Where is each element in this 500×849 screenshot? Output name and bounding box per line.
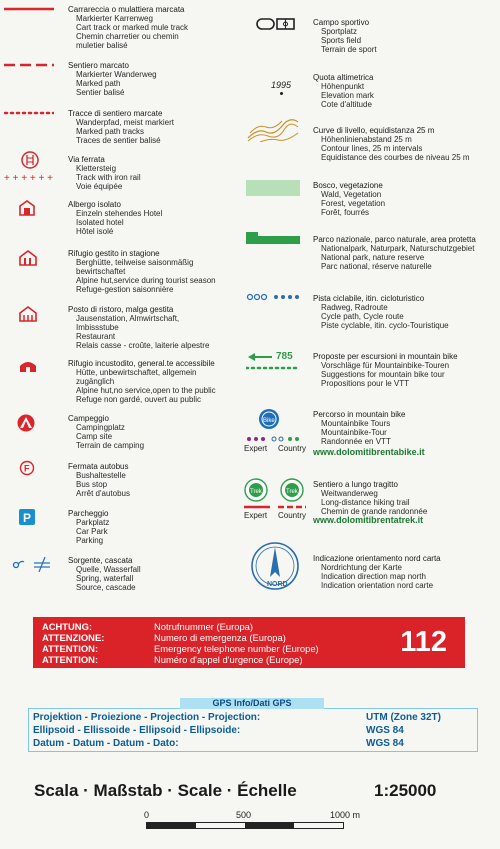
trek-line-icon — [244, 505, 306, 509]
legend-line: Indication direction map north — [321, 572, 426, 581]
legend-line: Refuge non gardé, ouvert au public — [76, 395, 201, 404]
gps-label: Projektion - Proiezione - Projection - Projection: — [33, 712, 261, 723]
emergency-row-value: Notrufnummer (Europa) — [154, 621, 253, 632]
elevation-value: 1995 — [270, 80, 292, 90]
managed-hut-icon — [18, 250, 38, 266]
legend-title: Posto di ristoro, malga gestita — [68, 305, 174, 314]
legend-title: Campo sportivo — [313, 18, 370, 27]
legend-line: Parc national, réserve naturelle — [321, 262, 432, 271]
legend-line: Markierter Wanderweg — [76, 70, 157, 79]
legend-line: zugänglich — [76, 377, 115, 386]
legend-line: Höhenlinienabstand 25 m — [321, 135, 412, 144]
legend-line: Chemin charretier ou chemin — [76, 32, 179, 41]
legend-line: Propositions pour le VTT — [321, 379, 410, 388]
legend-line: Marked path — [76, 79, 121, 88]
legend-line: Jausenstation, Almwirtschaft, — [76, 314, 180, 323]
legend-title: Curve di livello, equidistanza 25 m — [313, 126, 435, 135]
svg-text:Trek: Trek — [286, 489, 298, 495]
legend-entry-elevation — [313, 73, 374, 109]
legend-title: Campeggio — [68, 414, 109, 423]
scale-bar-segment — [245, 823, 294, 828]
dotted-red-line-icon — [4, 110, 54, 116]
legend-line: Wald, Vegetation — [321, 190, 382, 199]
legend-entry-spring — [68, 556, 141, 592]
solid-red-line-icon — [4, 6, 54, 12]
legend-title: Parcheggio — [68, 509, 109, 518]
scale-tick: 500 — [236, 810, 252, 820]
legend-title: Fermata autobus — [68, 462, 129, 471]
legend-line: Bushaltestelle — [76, 471, 126, 480]
emergency-row-key: ATTENTION: — [42, 654, 99, 665]
national-park-icon — [246, 232, 300, 246]
north-arrow-icon — [250, 541, 300, 591]
contour-lines-icon — [246, 118, 300, 142]
legend-line: Nationalpark, Naturpark, Naturschutzgebiet — [321, 244, 475, 253]
legend-line: muletier balisé — [76, 41, 128, 50]
legend-line: Mountainbike Tours — [321, 419, 391, 428]
emergency-row — [42, 654, 402, 665]
legend-entry-bus-stop — [68, 462, 130, 498]
emergency-row — [42, 643, 402, 654]
legend-line: Hütte, unbewirtschaftet, allgemein — [76, 368, 197, 377]
legend-title: Rifugio gestito in stagione — [68, 249, 160, 258]
legend-line: Forêt, fourrés — [321, 208, 370, 217]
legend-entry-marked-path — [68, 61, 157, 97]
legend-title: Albergo isolato — [68, 200, 121, 209]
emergency-number: 112 — [400, 626, 447, 658]
mtb-suggestion-icon — [246, 350, 300, 372]
legend-line: Einzeln stehendes Hotel — [76, 209, 163, 218]
svg-text:Bike: Bike — [263, 418, 275, 424]
svg-text:F: F — [24, 463, 30, 474]
emergency-row-key: ACHTUNG: — [42, 621, 92, 632]
gps-value: WGS 84 — [366, 738, 404, 749]
legend-line: Randonnée en VTT — [321, 437, 391, 446]
legend-title: Sentiero a lungo tragitto — [313, 480, 398, 489]
legend-entry-hotel — [68, 200, 162, 236]
mtb-country-label: Country — [278, 444, 307, 453]
legend-line: Cote d'altitude — [321, 100, 372, 109]
svg-text:P: P — [23, 511, 32, 525]
mtb-route-icon — [258, 408, 280, 434]
gps-value: UTM (Zone 32T) — [366, 712, 441, 723]
legend-line: Contour lines, 25 m intervals — [321, 144, 423, 153]
legend-entry-managed-hut — [68, 249, 216, 294]
emergency-row — [42, 621, 402, 632]
legend-title: Pista ciclabile, itin. cicloturistico — [313, 294, 425, 303]
scale-tick: 1000 m — [330, 810, 361, 820]
legend-entry-sports-field — [313, 18, 377, 54]
legend-line: Berghütte, teilweise saisonmäßig — [76, 258, 194, 267]
legend-entry-via-ferrata — [68, 155, 141, 191]
legend-entry-forest — [313, 181, 385, 217]
legend-line: Arrêt d'autobus — [76, 489, 131, 498]
legend-title: Bosco, vegetazione — [313, 181, 383, 190]
legend-line: Sportplatz — [321, 27, 358, 36]
legend-line: Bus stop — [76, 480, 108, 489]
legend-entry-path-tracks — [68, 109, 174, 145]
emergency-row — [42, 632, 402, 643]
spring-waterfall-icon — [12, 556, 52, 572]
emergency-row-value: Numéro d'appel d'urgence (Europe) — [154, 654, 303, 665]
legend-line: Marked path tracks — [76, 127, 145, 136]
legend-line: Alpine hut,no service,open to the public — [76, 386, 216, 395]
legend-line: Radweg, Radroute — [321, 303, 388, 312]
gps-value: WGS 84 — [366, 725, 404, 736]
legend-line: Chemin de grande randonnée — [321, 507, 428, 516]
trek-expert-badge-icon — [244, 478, 268, 502]
legend-line: Traces de sentier balisé — [76, 136, 161, 145]
legend-line: Piste cyclable, itin. cyclo-Touristique — [321, 321, 449, 330]
mtb-route-line-icon — [246, 436, 300, 442]
legend-entry-unmanaged-hut — [68, 359, 216, 404]
legend-line: Terrain de camping — [76, 441, 145, 450]
legend-line: Weitwanderweg — [321, 489, 378, 498]
legend-line: Source, cascade — [76, 583, 136, 592]
legend-title: Tracce di sentiero marcate — [68, 109, 163, 118]
legend-line: Refuge-gestion saisonnière — [76, 285, 174, 294]
scale-value: 1:25000 — [374, 781, 437, 800]
svg-text:+ + + + + +: + + + + + + — [4, 173, 53, 184]
legend-title: Sorgente, cascata — [68, 556, 133, 565]
trek-website-link[interactable]: www.dolomitibrentatrek.it — [313, 515, 424, 525]
legend-line: Campingplatz — [76, 423, 125, 432]
legend-entry-mtb-route — [313, 410, 406, 446]
legend-line: Elevation mark — [321, 91, 374, 100]
legend-line: Parking — [76, 536, 104, 545]
legend-line: Vorschläge für Mountainbike-Touren — [321, 361, 450, 370]
mtb-expert-label: Expert — [244, 444, 268, 453]
legend-entry-mtb-suggestion — [313, 352, 458, 388]
legend-entry-restaurant — [68, 305, 209, 350]
north-arrow-label: NORD — [267, 581, 288, 588]
mtb-route-number: 785 — [276, 351, 293, 362]
scale-bar — [146, 822, 344, 829]
legend-entry-north — [313, 554, 441, 590]
cycle-path-icon — [246, 293, 300, 301]
gps-title: GPS Info/Dati GPS — [180, 698, 324, 709]
legend-title: Parco nazionale, parco naturale, area protetta — [313, 235, 476, 244]
legend-line: Wanderpfad, meist markiert — [76, 118, 174, 127]
legend-line: Restaurant — [76, 332, 116, 341]
legend-title: Via ferrata — [68, 155, 105, 164]
legend-line: Quelle, Wasserfall — [76, 565, 141, 574]
legend-line: Höhenpunkt — [321, 82, 365, 91]
sports-field-icon — [256, 18, 296, 30]
legend-line: Suggestions for mountain bike tour — [321, 370, 445, 379]
legend-line: Markierter Karrenweg — [76, 14, 153, 23]
legend-title: Sentiero marcato — [68, 61, 129, 70]
svg-text:Trek: Trek — [250, 489, 262, 495]
forest-icon — [246, 180, 300, 196]
scale-tick: 0 — [144, 810, 150, 820]
mtb-website-link[interactable]: www.dolomitibrentabike.it — [313, 447, 425, 457]
legend-title: Proposte per escursioni in mountain bike — [313, 352, 458, 361]
hotel-icon — [18, 200, 38, 216]
legend-line: Imbissstube — [76, 323, 119, 332]
camping-icon — [16, 413, 36, 433]
legend-entry-national-park — [313, 235, 476, 271]
legend-line: Sports field — [321, 36, 362, 45]
legend-line: Sentier balisé — [76, 88, 125, 97]
emergency-row-key: ATTENTION: — [42, 643, 99, 654]
legend-line: Track with iron rail — [76, 173, 141, 182]
emergency-row-value: Numero di emergenza (Europa) — [154, 632, 286, 643]
legend-entry-long-trail — [313, 480, 427, 516]
legend-entry-contours — [313, 126, 470, 162]
legend-line: Relais casse - croûte, laiterie alpestre — [76, 341, 210, 350]
legend-line: Voie équipée — [76, 182, 123, 191]
scale-label: Scala · Maßstab · Scale · Échelle — [34, 781, 297, 800]
trek-country-label: Country — [278, 511, 307, 520]
legend-line: Alpine hut,service during tourist season — [76, 276, 216, 285]
legend-line: Long-distance hiking trail — [321, 498, 410, 507]
trek-country-badge-icon — [280, 478, 304, 502]
legend-line: Hôtel isolé — [76, 227, 114, 236]
legend-line: Klettersteig — [76, 164, 117, 173]
legend-title: Carrareccia o mulattiera marcata — [68, 5, 185, 14]
legend-line: Cart track or marked mule track — [76, 23, 189, 32]
emergency-row-value: Emergency telephone number (Europe) — [154, 643, 319, 654]
emergency-row-key: ATTENZIONE: — [42, 632, 105, 643]
restaurant-icon — [18, 306, 38, 322]
legend-title: Rifugio incustodito, general.te accessibile — [68, 359, 215, 368]
legend-entry-cart-track — [68, 5, 188, 50]
legend-title: Quota altimetrica — [313, 73, 374, 82]
legend-line: bewirtschaftet — [76, 267, 126, 276]
legend-line: Camp site — [76, 432, 113, 441]
gps-label: Ellipsoid - Ellissoide - Ellipsoid - Ellipsoide: — [33, 725, 241, 736]
legend-line: Nordrichtung der Karte — [321, 563, 402, 572]
parking-icon — [19, 509, 35, 525]
legend-line: Car Park — [76, 527, 108, 536]
legend-line: Terrain de sport — [321, 45, 377, 54]
legend-line: Indication orientation nord carte — [321, 581, 434, 590]
legend-line: Spring, waterfall — [76, 574, 134, 583]
legend-entry-parking — [68, 509, 109, 545]
elevation-mark-icon — [264, 80, 298, 95]
bus-stop-icon — [19, 460, 35, 476]
legend-line: National park, nature reserve — [321, 253, 425, 262]
legend-line: Mountainbike-Tour — [321, 428, 387, 437]
legend-title: Percorso in mountain bike — [313, 410, 406, 419]
legend-line: Forest, vegetation — [321, 199, 386, 208]
trek-expert-label: Expert — [244, 511, 268, 520]
gps-label: Datum - Datum - Datum - Dato: — [33, 738, 179, 749]
legend-line: Parkplatz — [76, 518, 110, 527]
dashed-red-line-icon — [4, 62, 54, 68]
legend-line: Cycle path, Cycle route — [321, 312, 404, 321]
legend-line: Equidistance des courbes de niveau 25 m — [321, 153, 470, 162]
legend-entry-camping — [68, 414, 144, 450]
legend-line: Isolated hotel — [76, 218, 124, 227]
legend-title: Indicazione orientamento nord carta — [313, 554, 441, 563]
legend-entry-cycle-path — [313, 294, 449, 330]
via-ferrata-icon — [4, 150, 56, 184]
scale-bar-segment — [147, 823, 196, 828]
emergency-banner — [33, 617, 465, 668]
unmanaged-hut-icon — [19, 359, 37, 373]
